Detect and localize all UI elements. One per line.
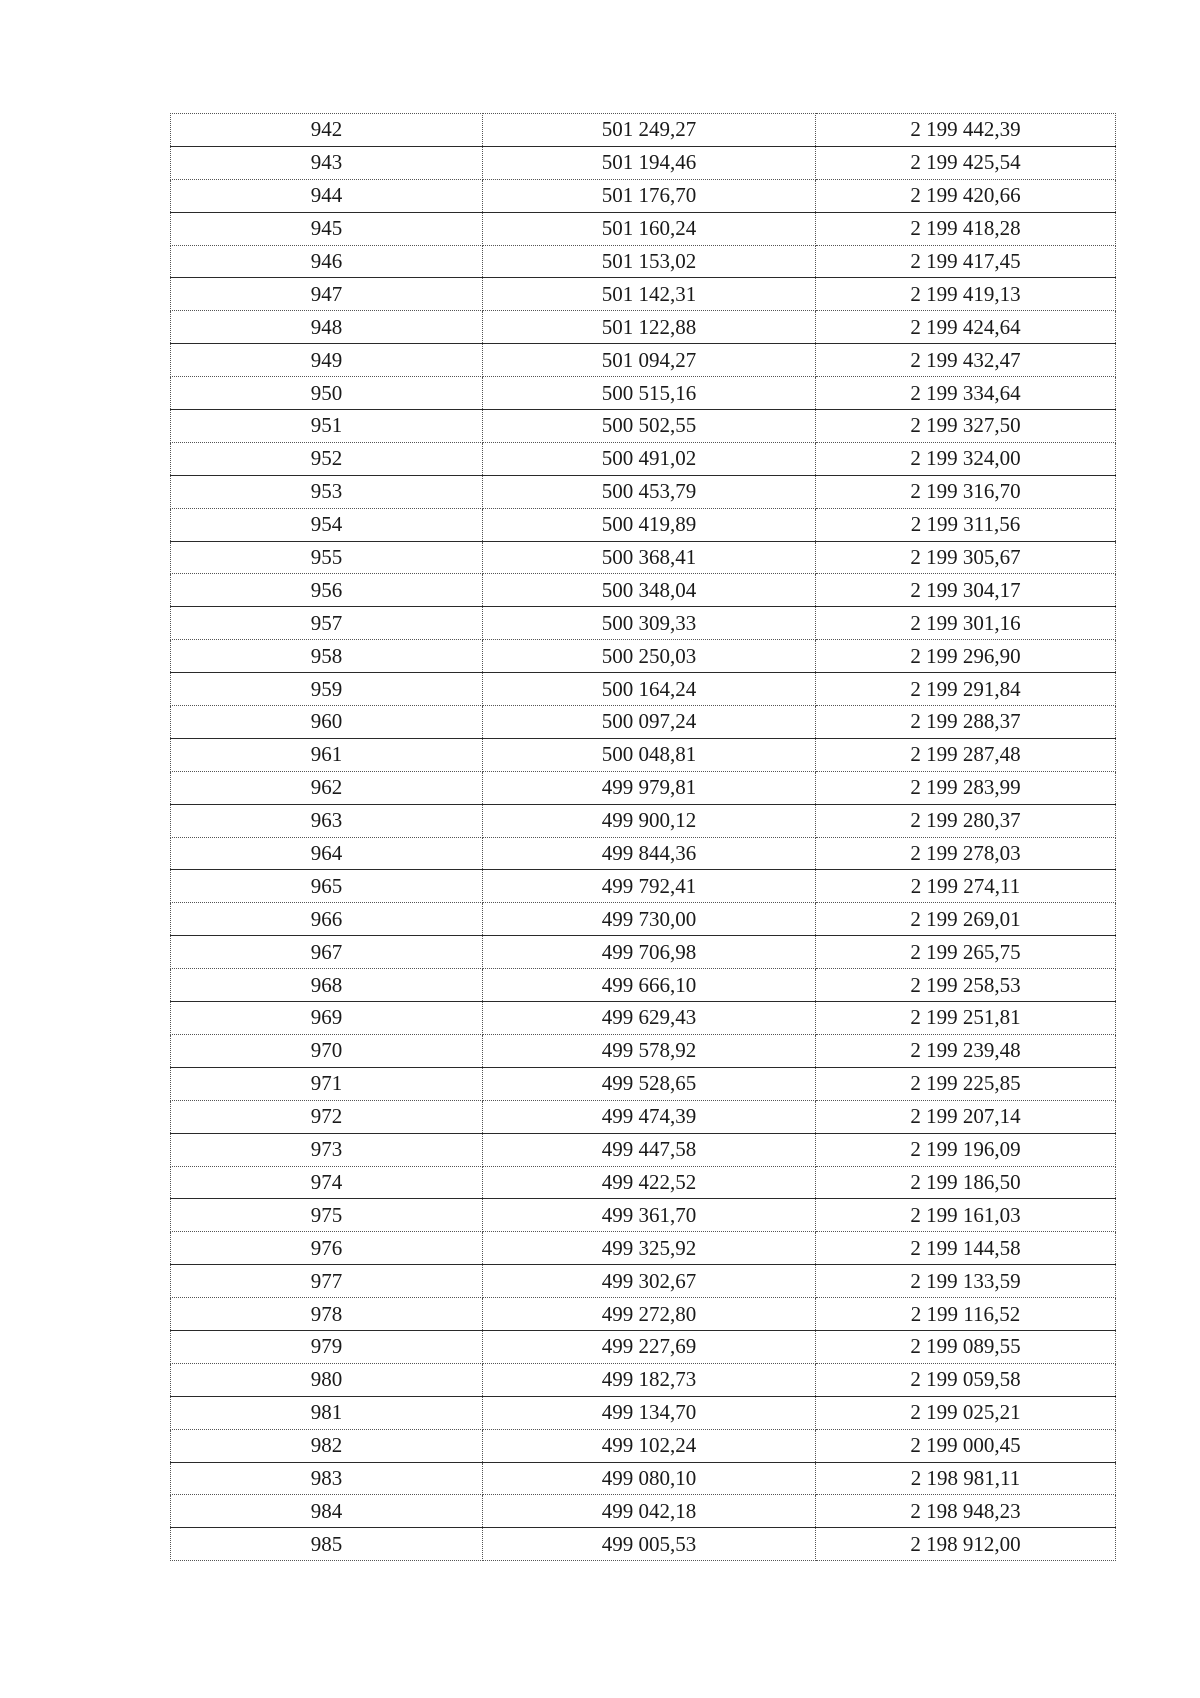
y-coordinate-cell: 2 199 432,47 [816,344,1116,377]
table-row [171,1495,1116,1528]
table-row [171,278,1116,311]
point-number-cell: 957 [171,607,483,640]
table-row [171,640,1116,673]
y-coordinate-cell: 2 199 059,58 [816,1363,1116,1396]
y-coordinate-cell: 2 199 424,64 [816,311,1116,344]
x-coordinate-cell: 500 453,79 [483,475,816,508]
table-row [171,311,1116,344]
point-number-cell: 964 [171,837,483,870]
x-coordinate-cell: 499 080,10 [483,1462,816,1495]
y-coordinate-cell: 2 199 265,75 [816,936,1116,969]
table-row [171,475,1116,508]
point-number-cell: 944 [171,179,483,212]
y-coordinate-cell: 2 199 186,50 [816,1166,1116,1199]
y-coordinate-cell: 2 199 274,11 [816,870,1116,903]
y-coordinate-cell: 2 199 304,17 [816,574,1116,607]
x-coordinate-cell: 499 578,92 [483,1034,816,1067]
point-number-cell: 985 [171,1528,483,1561]
table-row [171,377,1116,410]
point-number-cell: 953 [171,475,483,508]
x-coordinate-cell: 499 302,67 [483,1265,816,1298]
x-coordinate-cell: 499 042,18 [483,1495,816,1528]
y-coordinate-cell: 2 198 912,00 [816,1528,1116,1561]
point-number-cell: 967 [171,936,483,969]
y-coordinate-cell: 2 199 196,09 [816,1133,1116,1166]
point-number-cell: 949 [171,344,483,377]
table-row [171,1528,1116,1561]
table-row [171,442,1116,475]
point-number-cell: 950 [171,377,483,410]
y-coordinate-cell: 2 199 420,66 [816,179,1116,212]
point-number-cell: 971 [171,1067,483,1100]
x-coordinate-cell: 499 447,58 [483,1133,816,1166]
x-coordinate-cell: 501 176,70 [483,179,816,212]
point-number-cell: 948 [171,311,483,344]
y-coordinate-cell: 2 199 269,01 [816,903,1116,936]
point-number-cell: 969 [171,1002,483,1035]
y-coordinate-cell: 2 199 334,64 [816,377,1116,410]
point-number-cell: 951 [171,410,483,443]
y-coordinate-cell: 2 199 239,48 [816,1034,1116,1067]
x-coordinate-cell: 501 249,27 [483,114,816,147]
x-coordinate-cell: 499 227,69 [483,1330,816,1363]
table-row [171,1034,1116,1067]
x-coordinate-cell: 501 094,27 [483,344,816,377]
point-number-cell: 979 [171,1330,483,1363]
table-row [171,541,1116,574]
x-coordinate-cell: 499 792,41 [483,870,816,903]
y-coordinate-cell: 2 199 144,58 [816,1232,1116,1265]
y-coordinate-cell: 2 199 278,03 [816,837,1116,870]
y-coordinate-cell: 2 199 442,39 [816,114,1116,147]
y-coordinate-cell: 2 199 288,37 [816,706,1116,739]
x-coordinate-cell: 500 368,41 [483,541,816,574]
y-coordinate-cell: 2 199 000,45 [816,1429,1116,1462]
table-row [171,1396,1116,1429]
table-row [171,1002,1116,1035]
x-coordinate-cell: 499 706,98 [483,936,816,969]
table-row [171,1199,1116,1232]
x-coordinate-cell: 499 474,39 [483,1100,816,1133]
table-row [171,1330,1116,1363]
table-row [171,969,1116,1002]
table-row [171,179,1116,212]
table-row [171,1067,1116,1100]
y-coordinate-cell: 2 199 251,81 [816,1002,1116,1035]
x-coordinate-cell: 501 153,02 [483,245,816,278]
y-coordinate-cell: 2 199 280,37 [816,804,1116,837]
y-coordinate-cell: 2 199 425,54 [816,146,1116,179]
x-coordinate-cell: 500 502,55 [483,410,816,443]
point-number-cell: 965 [171,870,483,903]
table-row [171,1363,1116,1396]
y-coordinate-cell: 2 198 948,23 [816,1495,1116,1528]
y-coordinate-cell: 2 199 417,45 [816,245,1116,278]
table-row [171,804,1116,837]
table-row [171,1166,1116,1199]
table-row [171,771,1116,804]
table-row [171,706,1116,739]
table-row [171,344,1116,377]
point-number-cell: 981 [171,1396,483,1429]
point-number-cell: 943 [171,146,483,179]
point-number-cell: 974 [171,1166,483,1199]
y-coordinate-cell: 2 199 324,00 [816,442,1116,475]
y-coordinate-cell: 2 199 089,55 [816,1330,1116,1363]
x-coordinate-cell: 500 164,24 [483,673,816,706]
point-number-cell: 984 [171,1495,483,1528]
point-number-cell: 977 [171,1265,483,1298]
table-row [171,1265,1116,1298]
point-number-cell: 955 [171,541,483,574]
y-coordinate-cell: 2 198 981,11 [816,1462,1116,1495]
point-number-cell: 947 [171,278,483,311]
x-coordinate-cell: 499 102,24 [483,1429,816,1462]
point-number-cell: 962 [171,771,483,804]
point-number-cell: 966 [171,903,483,936]
point-number-cell: 960 [171,706,483,739]
point-number-cell: 982 [171,1429,483,1462]
y-coordinate-cell: 2 199 311,56 [816,508,1116,541]
x-coordinate-cell: 499 361,70 [483,1199,816,1232]
y-coordinate-cell: 2 199 327,50 [816,410,1116,443]
table-row [171,1462,1116,1495]
y-coordinate-cell: 2 199 225,85 [816,1067,1116,1100]
x-coordinate-cell: 501 160,24 [483,212,816,245]
table-row [171,1298,1116,1331]
y-coordinate-cell: 2 199 207,14 [816,1100,1116,1133]
table-row [171,1133,1116,1166]
y-coordinate-cell: 2 199 296,90 [816,640,1116,673]
table-row [171,837,1116,870]
x-coordinate-cell: 500 309,33 [483,607,816,640]
x-coordinate-cell: 501 194,46 [483,146,816,179]
point-number-cell: 975 [171,1199,483,1232]
x-coordinate-cell: 499 272,80 [483,1298,816,1331]
table-row [171,870,1116,903]
x-coordinate-cell: 500 250,03 [483,640,816,673]
x-coordinate-cell: 499 629,43 [483,1002,816,1035]
point-number-cell: 961 [171,738,483,771]
table-row [171,1100,1116,1133]
point-number-cell: 983 [171,1462,483,1495]
point-number-cell: 946 [171,245,483,278]
coordinates-table-body [171,114,1116,1561]
point-number-cell: 959 [171,673,483,706]
x-coordinate-cell: 500 491,02 [483,442,816,475]
y-coordinate-cell: 2 199 419,13 [816,278,1116,311]
point-number-cell: 952 [171,442,483,475]
table-row [171,607,1116,640]
y-coordinate-cell: 2 199 116,52 [816,1298,1116,1331]
x-coordinate-cell: 499 422,52 [483,1166,816,1199]
x-coordinate-cell: 500 348,04 [483,574,816,607]
point-number-cell: 973 [171,1133,483,1166]
x-coordinate-cell: 499 005,53 [483,1528,816,1561]
table-row [171,114,1116,147]
table-row [171,673,1116,706]
point-number-cell: 976 [171,1232,483,1265]
y-coordinate-cell: 2 199 301,16 [816,607,1116,640]
y-coordinate-cell: 2 199 287,48 [816,738,1116,771]
point-number-cell: 963 [171,804,483,837]
table-row [171,1429,1116,1462]
x-coordinate-cell: 499 844,36 [483,837,816,870]
table-row [171,574,1116,607]
x-coordinate-cell: 499 528,65 [483,1067,816,1100]
x-coordinate-cell: 500 097,24 [483,706,816,739]
table-row [171,1232,1116,1265]
x-coordinate-cell: 499 182,73 [483,1363,816,1396]
point-number-cell: 972 [171,1100,483,1133]
point-number-cell: 945 [171,212,483,245]
y-coordinate-cell: 2 199 133,59 [816,1265,1116,1298]
x-coordinate-cell: 499 730,00 [483,903,816,936]
table-row [171,212,1116,245]
table-row [171,146,1116,179]
y-coordinate-cell: 2 199 283,99 [816,771,1116,804]
x-coordinate-cell: 500 048,81 [483,738,816,771]
table-row [171,245,1116,278]
x-coordinate-cell: 499 325,92 [483,1232,816,1265]
coordinates-table [170,113,1116,1561]
x-coordinate-cell: 501 142,31 [483,278,816,311]
point-number-cell: 968 [171,969,483,1002]
table-row [171,738,1116,771]
point-number-cell: 978 [171,1298,483,1331]
point-number-cell: 980 [171,1363,483,1396]
point-number-cell: 942 [171,114,483,147]
table-row [171,508,1116,541]
y-coordinate-cell: 2 199 025,21 [816,1396,1116,1429]
x-coordinate-cell: 500 419,89 [483,508,816,541]
y-coordinate-cell: 2 199 316,70 [816,475,1116,508]
x-coordinate-cell: 499 666,10 [483,969,816,1002]
x-coordinate-cell: 501 122,88 [483,311,816,344]
point-number-cell: 956 [171,574,483,607]
x-coordinate-cell: 499 900,12 [483,804,816,837]
y-coordinate-cell: 2 199 161,03 [816,1199,1116,1232]
point-number-cell: 954 [171,508,483,541]
table-row [171,410,1116,443]
y-coordinate-cell: 2 199 305,67 [816,541,1116,574]
x-coordinate-cell: 500 515,16 [483,377,816,410]
point-number-cell: 958 [171,640,483,673]
x-coordinate-cell: 499 979,81 [483,771,816,804]
x-coordinate-cell: 499 134,70 [483,1396,816,1429]
point-number-cell: 970 [171,1034,483,1067]
y-coordinate-cell: 2 199 258,53 [816,969,1116,1002]
table-row [171,903,1116,936]
y-coordinate-cell: 2 199 418,28 [816,212,1116,245]
y-coordinate-cell: 2 199 291,84 [816,673,1116,706]
table-row [171,936,1116,969]
